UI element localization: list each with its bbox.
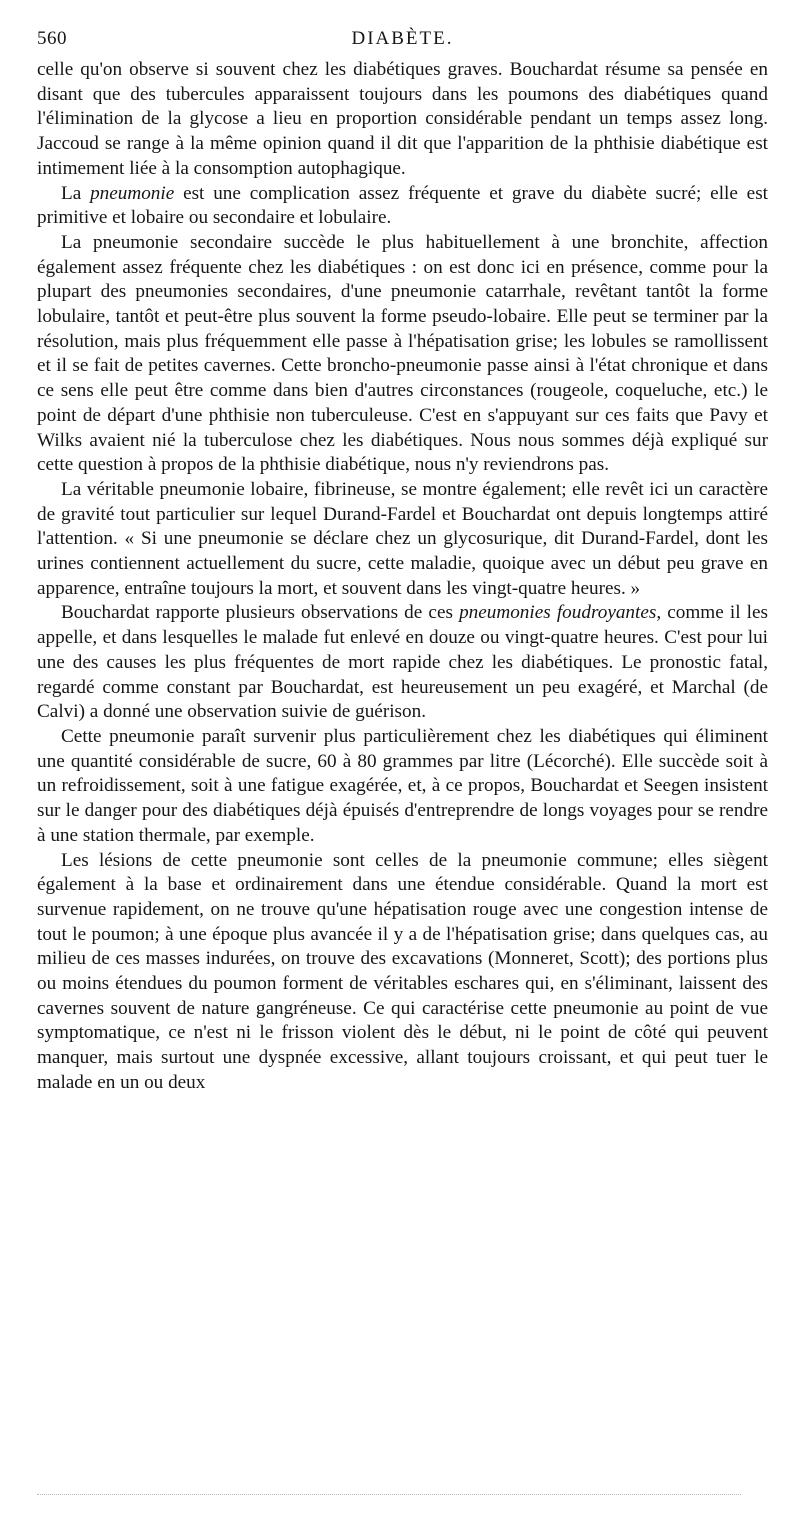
book-page [37, 28, 768, 1096]
paragraph [37, 58, 768, 182]
text-run: Bouchardat rapporte plusieurs observations de ces [61, 602, 460, 624]
italic-term: pneumonies foudroyantes [459, 602, 657, 624]
page-number: 560 [37, 28, 67, 49]
paragraph [37, 725, 768, 849]
text-run: La pneumonie secondaire succède le plus habituellement à une bronchite, affection également assez fréquente chez les diabétiques : on est donc ici en présence, comme pour la plupart des pneumonies secondaires, d'une pneumonie catarrhale, revêtant tantôt la forme lobulaire, tantôt et peut-être plus souvent la forme pseudo-lobaire. Elle peut se terminer par la résolution, mais plus fréquemment elle passe à l'hépatisation grise; les lobules se ramollissent et il se fait de petites cavernes. Cette broncho-pneumonie passe ainsi à l'état chronique et dans ce sens elle peut être comme dans bien d'autres circonstances (rougeole, coqueluche, etc.) le point de départ d'une phthisie non tuberculeuse. C'est en s'appuyant sur ces faits que Pavy et Wilks avaient nié la tuberculose chez les diabétiques. Nous nous sommes déjà expliqué sur cette question à propos de la phthisie diabétique, nous n'y reviendrons pas. [37, 231, 768, 476]
text-run: La véritable pneumonie lobaire, fibrineuse, se montre également; elle revêt ici un caractère de gravité tout particulier sur lequel Durand-Fardel et Bouchardat ont depuis longtemps attiré l'attention. « Si une pneumonie se déclare chez un glycosurique, dit Durand-Fardel, dont les urines contiennent actuellement du sucre, cette maladie, quoique avec un début peu grave en apparence, entraîne toujours la mort, et souvent dans les vingt-quatre heures. » [37, 478, 768, 599]
paragraph [37, 849, 768, 1096]
running-header [37, 28, 768, 58]
italic-term: pneumonie [90, 182, 175, 204]
body-text [37, 58, 768, 1096]
paragraph [37, 601, 768, 725]
running-title: DIABÈTE. [351, 28, 454, 49]
footer-dotted-rule [37, 1494, 741, 1495]
text-run: La [61, 182, 91, 204]
text-run: , comme il les appelle, et dans lesquelles le malade fut enlevé en douze ou vingt-quatre heures. C'est pour lui une des causes les plus fréquentes de mort rapide chez les diabétiques. Le pronostic fatal, regardé comme constant par Bouchardat, est heureusement un peu exagéré, et Marchal (de Calvi) a donné une observation suivie de guérison. [37, 602, 769, 723]
paragraph [37, 478, 768, 602]
paragraph [37, 231, 768, 478]
text-run: Cette pneumonie paraît survenir plus particulièrement chez les diabétiques qui éliminent une quantité considérable de sucre, 60 à 80 grammes par litre (Lécorché). Elle succède soit à un refroidissement, soit à une fatigue exagérée, et, à ce propos, Bouchardat et Seegen insistent sur le danger pour des diabétiques déjà épuisés d'entreprendre de longs voyages pour se rendre à une station thermale, par exemple. [37, 725, 768, 846]
text-run: Les lésions de cette pneumonie sont celles de la pneumonie commune; elles siègent également à la base et ordinairement dans une étendue considérable. Quand la mort est survenue rapidement, on ne trouve qu'une hépatisation rouge avec une congestion intense de tout le poumon; à une époque plus avancée il y a de l'hépatisation grise; dans quelques cas, au milieu de ces masses indurées, on trouve des excavations (Monneret, Scott); des portions plus ou moins étendues du poumon forment de véritables eschares qui, en s'éliminant, laissent des cavernes souvent de nature gangréneuse. Ce qui caractérise cette pneumonie au point de vue symptomatique, ce n'est ni le frisson violent dès le début, ni le point de côté qui peuvent manquer, mais surtout une dyspnée excessive, allant toujours croissant, et qui peut tuer le malade en un ou deux [37, 849, 768, 1093]
text-run: est une complication assez fréquente et grave du diabète sucré; elle est primitive et lobaire ou secondaire et lobulaire. [37, 182, 768, 229]
paragraph [37, 182, 768, 231]
text-run: celle qu'on observe si souvent chez les diabétiques graves. Bouchardat résume sa pensée en disant que des tubercules apparaissent toujours dans les poumons des diabétiques quand l'élimination de la glycose a lieu en proportion considérable pendant un temps assez long. Jaccoud se range à la même opinion quand il dit que l'apparition de la phthisie diabétique est intimement liée à la consomption autophagique. [37, 59, 768, 179]
